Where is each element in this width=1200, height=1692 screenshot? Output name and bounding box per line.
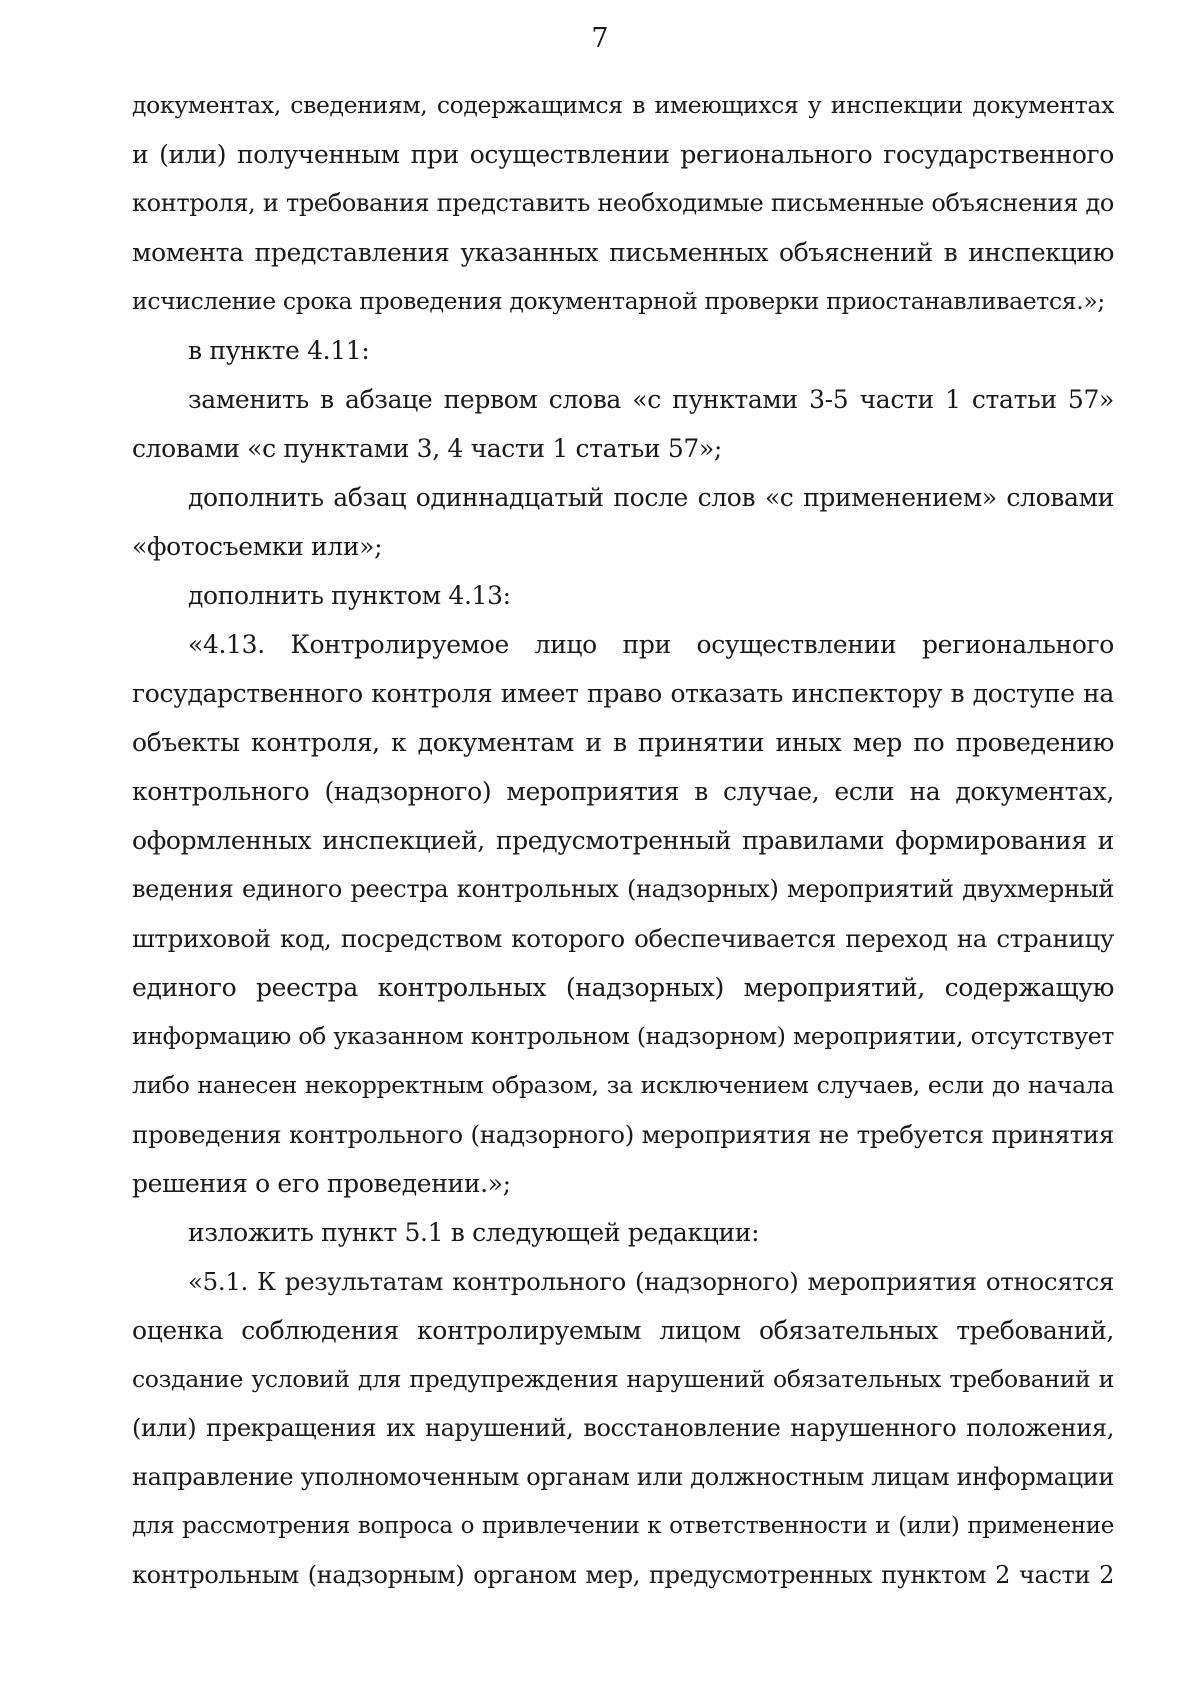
text-line: оценка соблюдения контролируемым лицом обязательных требований, xyxy=(132,1316,1114,1345)
page-number: 7 xyxy=(591,23,609,54)
text-line: ведения единого реестра контрольных (надзорных) мероприятий двухмерный xyxy=(132,875,1114,903)
text-line: документах, сведениям, содержащимся в имеющихся у инспекции документах xyxy=(132,91,1114,119)
text-line: объекты контроля, к документам и в принятии иных мер по проведению xyxy=(132,728,1114,757)
text-line: единого реестра контрольных (надзорных) мероприятий, содержащую xyxy=(132,973,1114,1002)
text-line: контрольного (надзорного) мероприятия в случае, если на документах, xyxy=(132,777,1114,806)
text-line: изложить пункт 5.1 в следующей редакции: xyxy=(188,1218,760,1247)
text-line: дополнить пунктом 4.13: xyxy=(188,581,511,610)
text-line: (или) прекращения их нарушений, восстановление нарушенного положения, xyxy=(132,1414,1114,1442)
text-line: направление уполномоченным органам или должностным лицам информации xyxy=(132,1463,1114,1491)
body-text xyxy=(132,81,1114,1600)
text-line: дополнить абзац одиннадцатый после слов «с применением» словами xyxy=(188,483,1114,512)
text-line: создание условий для предупреждения нарушений обязательных требований и xyxy=(132,1365,1114,1393)
text-line: информацию об указанном контрольном (надзорном) мероприятии, отсутствует xyxy=(132,1022,1114,1050)
text-line: для рассмотрения вопроса о привлечении к ответственности и (или) применение xyxy=(132,1513,1114,1539)
text-line: и (или) полученным при осуществлении регионального государственного xyxy=(132,140,1114,169)
text-line: оформленных инспекцией, предусмотренный правилами формирования и xyxy=(132,826,1114,855)
text-line: проведения контрольного (надзорного) мероприятия не требуется принятия xyxy=(132,1120,1114,1149)
text-line: словами «с пунктами 3, 4 части 1 статьи 57»; xyxy=(132,434,722,463)
text-line: либо нанесен некорректным образом, за исключением случаев, если до начала xyxy=(132,1071,1114,1099)
text-line: решения о его проведении.»; xyxy=(132,1169,511,1198)
text-line: «фотосъемки или»; xyxy=(132,532,383,561)
text-line: момента представления указанных письменных объяснений в инспекцию xyxy=(132,238,1114,267)
text-line: контроля, и требования представить необходимые письменные объяснения до xyxy=(132,189,1114,217)
text-line: «5.1. К результатам контрольного (надзорного) мероприятия относятся xyxy=(188,1267,1114,1296)
text-line: государственного контроля имеет право отказать инспектору в доступе на xyxy=(132,679,1114,708)
text-line: заменить в абзаце первом слова «с пунктами 3-5 части 1 статьи 57» xyxy=(188,385,1114,414)
text-line: «4.13. Контролируемое лицо при осуществлении регионального xyxy=(188,630,1114,659)
text-line: исчисление срока проведения документарной проверки приостанавливается.»; xyxy=(132,287,1105,315)
text-line: контрольным (надзорным) органом мер, предусмотренных пунктом 2 части 2 xyxy=(132,1561,1114,1589)
text-line: в пункте 4.11: xyxy=(188,336,370,365)
text-line: штриховой код, посредством которого обеспечивается переход на страницу xyxy=(132,924,1114,953)
